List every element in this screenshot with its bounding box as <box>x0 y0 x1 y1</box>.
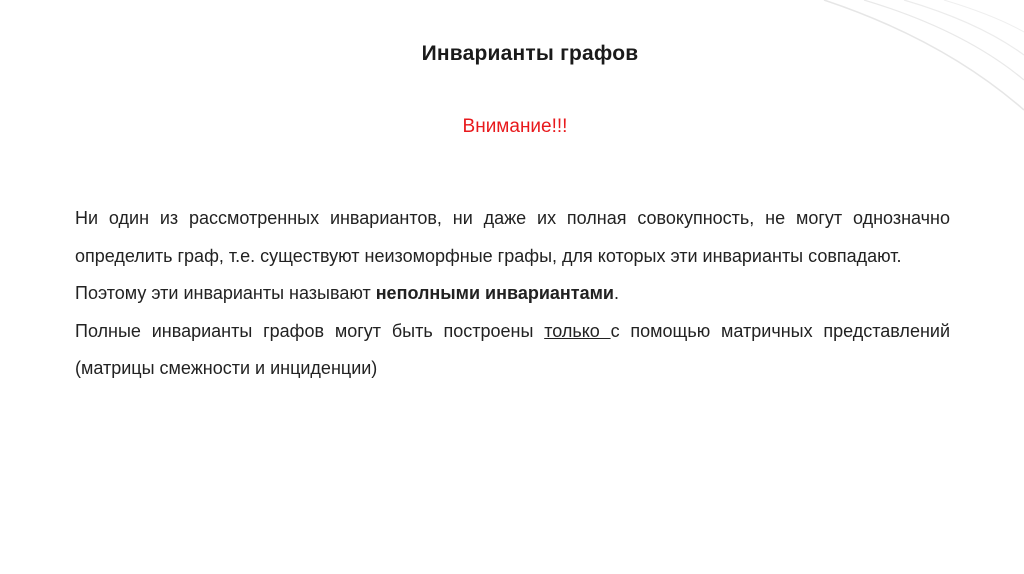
paragraph-2-text: Поэтому эти инварианты называют <box>75 283 376 303</box>
paragraph-1: Ни один из рассмотренных инвариантов, ни даже их полная совокупность, не могут однозначно определить граф, т.е. существуют неизоморфные графы, для которых эти инварианты совпадают. <box>75 208 950 266</box>
paragraph-2 <box>75 275 950 313</box>
bold-term: неполными инвариантами <box>375 283 614 303</box>
paragraph-3 <box>75 313 950 388</box>
slide-body <box>75 200 950 388</box>
paragraph-2-end: . <box>613 283 619 303</box>
slide-title: Инварианты графов <box>421 42 639 65</box>
paragraph-3-end: с помощью матричных представлений (матрицы смежности и инциденции) <box>75 320 950 378</box>
underlined-word: только <box>544 320 611 341</box>
paragraph-3-text: Полные инварианты графов могут быть построены <box>75 320 545 341</box>
attention-heading: Внимание!!! <box>462 116 568 137</box>
